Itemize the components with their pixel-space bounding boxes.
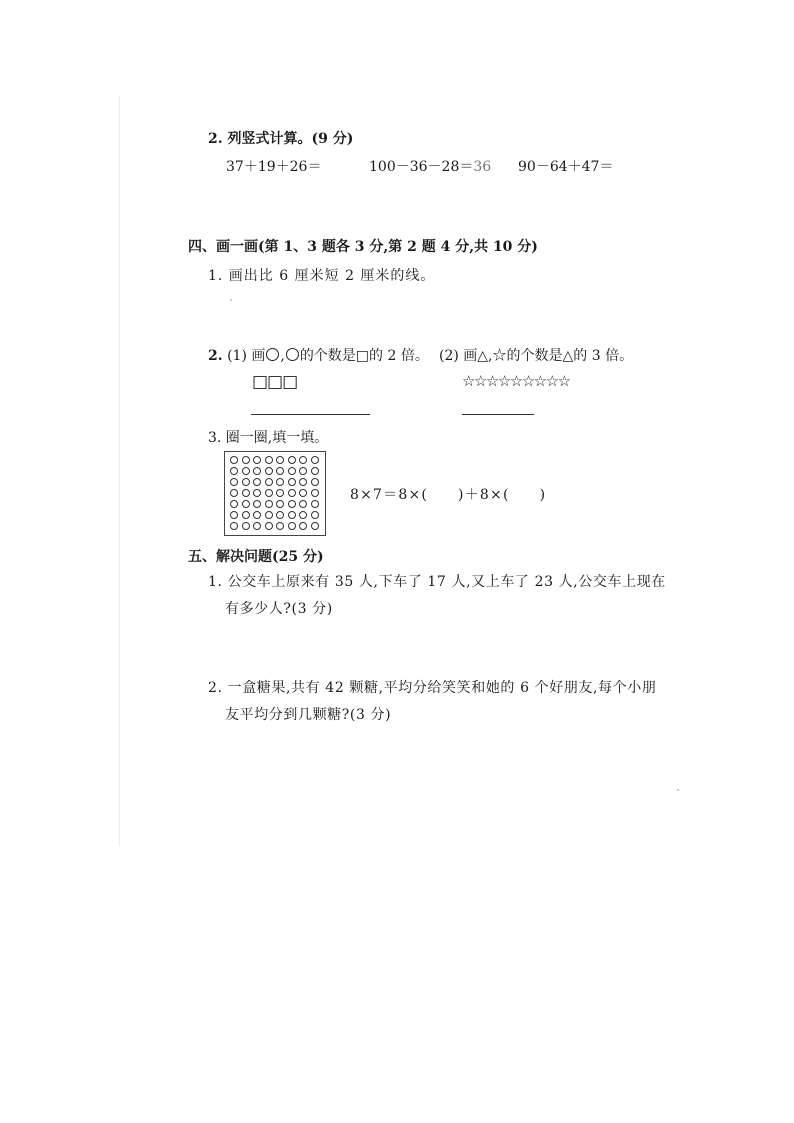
- q2-part1-b: ,: [280, 348, 285, 364]
- grid-circle: [288, 467, 296, 475]
- grid-circle: [230, 489, 238, 497]
- scan-speck: [677, 789, 679, 791]
- calc-answer-2: 36: [473, 159, 492, 175]
- scan-speck: [230, 299, 232, 301]
- grid-circle: [311, 522, 319, 530]
- grid-circle: [276, 467, 284, 475]
- grid-circle: [253, 478, 261, 486]
- calc-item-3: [518, 156, 613, 176]
- grid-circle: [288, 489, 296, 497]
- grid-circle: [230, 467, 238, 475]
- draw-line-2: [462, 414, 534, 415]
- grid-circle: [288, 500, 296, 508]
- grid-circle: [299, 522, 307, 530]
- grid-circle: [230, 511, 238, 519]
- circle-grid: [224, 451, 326, 536]
- grid-circle: [265, 478, 273, 486]
- given-squares: □□□: [252, 372, 298, 392]
- calc-item-2: [369, 156, 491, 176]
- grid-circle: [288, 522, 296, 530]
- grid-circle: [311, 467, 319, 475]
- grid-circle: [288, 511, 296, 519]
- grid-circle: [230, 478, 238, 486]
- q2-part2: (2) 画△,☆的个数是△的 3 倍。: [439, 348, 634, 364]
- grid-circle: [253, 489, 261, 497]
- circle-icon: [266, 348, 279, 361]
- section4-q1: 1. 画出比 6 厘米短 2 厘米的线。: [208, 268, 436, 284]
- grid-circle: [242, 467, 250, 475]
- grid-circle: [265, 467, 273, 475]
- grid-circle: [299, 489, 307, 497]
- grid-circle: [299, 456, 307, 464]
- grid-circle: [311, 478, 319, 486]
- grid-circle: [253, 456, 261, 464]
- grid-circle: [253, 467, 261, 475]
- calc-item-1: [226, 156, 321, 176]
- grid-circle: [230, 456, 238, 464]
- eq-part-a: 8×7＝8×(: [350, 487, 429, 503]
- draw-line-1: [251, 414, 370, 415]
- grid-circle: [311, 500, 319, 508]
- grid-circle: [230, 500, 238, 508]
- grid-circle: [242, 478, 250, 486]
- grid-circle: [276, 500, 284, 508]
- calc-expr-3: 90－64＋47＝: [518, 159, 614, 175]
- grid-circle: [265, 511, 273, 519]
- grid-circle: [265, 522, 273, 530]
- q3-2-title: 2. 列竖式计算。(9 分): [208, 131, 354, 147]
- section4-q3-title: 3. 圈一圈,填一填。: [208, 430, 329, 446]
- grid-circle: [276, 456, 284, 464]
- grid-circle: [288, 456, 296, 464]
- grid-circle: [253, 511, 261, 519]
- calc-expr-2: 100－36－28＝: [369, 159, 474, 175]
- eq-part-c: ): [539, 487, 547, 503]
- section5-q2-line2: 友平均分到几颗糖?(3 分): [225, 707, 392, 723]
- grid-circle: [265, 456, 273, 464]
- grid-circle: [242, 522, 250, 530]
- grid-circle: [299, 511, 307, 519]
- eq-part-b: )＋8×(: [458, 487, 510, 503]
- q2-part1-a: (1) 画: [227, 348, 266, 364]
- grid-circle: [311, 511, 319, 519]
- grid-circle: [276, 489, 284, 497]
- scan-edge: [119, 96, 120, 846]
- grid-circle: [299, 478, 307, 486]
- section5-q1-line2: 有多少人?(3 分): [225, 601, 333, 617]
- section5-q2-line1: 2. 一盒糖果,共有 42 颗糖,平均分给笑笑和她的 6 个好朋友,每个小朋: [208, 680, 657, 696]
- section4-heading: 四、画一画(第 1、3 题各 3 分,第 2 题 4 分,共 10 分): [188, 239, 538, 255]
- grid-circle: [276, 522, 284, 530]
- grid-circle: [242, 500, 250, 508]
- grid-circle: [242, 456, 250, 464]
- calc-expr-1: 37＋19＋26＝: [226, 159, 322, 175]
- section5-q1-line1: 1. 公交车上原来有 35 人,下车了 17 人,又上车了 23 人,公交车上现在: [208, 574, 666, 590]
- q2-number: 2.: [208, 348, 223, 364]
- grid-circle: [242, 489, 250, 497]
- grid-circle: [311, 456, 319, 464]
- grid-circle: [276, 511, 284, 519]
- given-stars: ☆☆☆☆☆☆☆☆☆: [462, 372, 570, 390]
- grid-circle: [253, 500, 261, 508]
- grid-circle: [288, 478, 296, 486]
- section5-heading: 五、解决问题(25 分): [188, 549, 324, 565]
- grid-circle: [265, 489, 273, 497]
- grid-circle: [242, 511, 250, 519]
- q2-part1-c: 的个数是□的 2 倍。: [299, 348, 429, 364]
- circle-icon: [286, 348, 299, 361]
- grid-circle: [311, 489, 319, 497]
- q3-equation: [350, 484, 546, 504]
- grid-circle: [253, 522, 261, 530]
- grid-circle: [230, 522, 238, 530]
- grid-circle: [299, 500, 307, 508]
- section4-q2: [208, 345, 429, 365]
- grid-circle: [276, 478, 284, 486]
- grid-circle: [299, 467, 307, 475]
- grid-circle: [265, 500, 273, 508]
